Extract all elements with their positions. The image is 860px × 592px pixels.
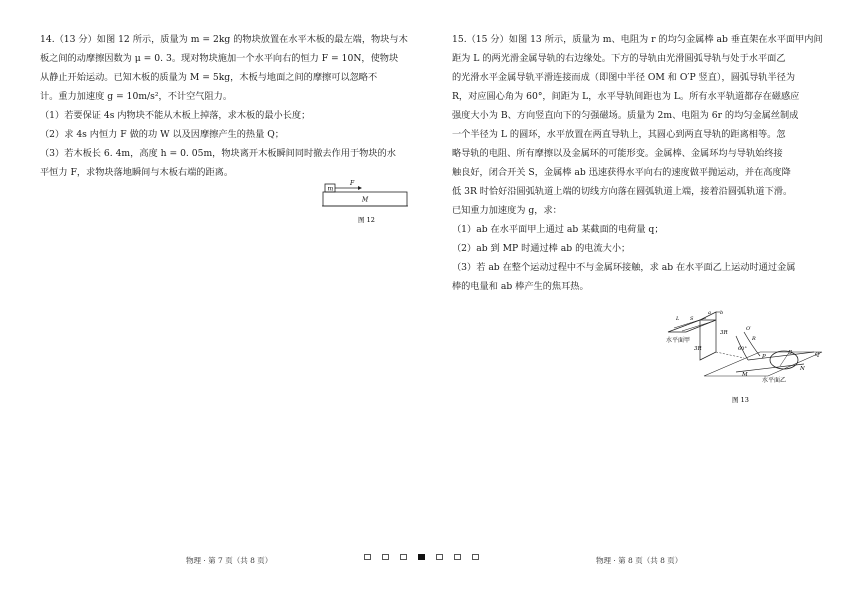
q15-line: 距为 L 的两光滑金属导轨的右边缘处。下方的导轨由光滑圆弧导轨与处于水平面乙: [452, 53, 786, 64]
lower-rail-2: [736, 364, 804, 372]
q14-subquestion-2: （2）求 4s 内恒力 F 做的功 W 以及因摩擦产生的热量 Q；: [40, 129, 284, 140]
page-dot: [454, 554, 461, 560]
page-dot: [400, 554, 407, 560]
label-3R-top: 3R: [720, 330, 728, 336]
page-dot: [382, 554, 389, 560]
label-R: R: [752, 336, 756, 342]
label-Q: Q: [815, 352, 820, 358]
q15-line: 已知重力加速度为 g，求：: [452, 205, 562, 216]
label-plane-a: 水平面甲: [666, 337, 691, 344]
q14-line: 计。重力加速度 g = 10m/s²，不计空气阻力。: [40, 91, 233, 102]
label-O-prime: O′: [746, 326, 752, 332]
footer-page-8: 物理 · 第 8 页（共 8 页）: [596, 556, 683, 565]
q15-line: R，对应圆心角为 60°，间距为 L，水平导轨间距也为 L。所有水平轨道都存在磁感应: [452, 91, 800, 102]
label-S: S: [690, 316, 694, 322]
label-m: m: [327, 185, 334, 193]
label-M: M: [742, 372, 748, 378]
q15-subquestion-3: （3）若 ab 在整个运动过程中不与金属环接触，求 ab 在水平面乙上运动时通过金属: [452, 262, 796, 273]
figure-13-rails-and-ring: [664, 306, 824, 406]
q15-line: 的光滑水平金属导轨平滑连接而成（即图中半径 OM 和 O′P 竖直），圆弧导轨半径为: [452, 72, 796, 83]
q14-line: 14.（13 分）如图 12 所示，质量为 m = 2kg 的物块放置在水平木板的最左端，物块与木: [40, 34, 408, 45]
label-N: N: [800, 366, 805, 372]
question-15: [452, 30, 824, 296]
label-plane-b: 水平面乙: [762, 377, 787, 384]
figure-12-caption: 图 12: [358, 216, 375, 224]
label-a: a: [708, 310, 711, 316]
label-F: F: [350, 180, 355, 187]
page-dot: [472, 554, 479, 560]
q14-subquestion-3: （3）若木板长 6. 4m，高度 h = 0. 05m，物块离开木板瞬间同时撤去作用于物块的水: [40, 148, 396, 159]
q14-subquestion-1: （1）若要保证 4s 内物块不能从木板上掉落，求木板的最小长度；: [40, 110, 311, 121]
q15-line: 棒的电量和 ab 棒产生的焦耳热。: [452, 281, 589, 292]
q15-line: 触良好，闭合开关 S，金属棒 ab 迅速获得水平向右的速度做平抛运动，并在高度降: [452, 167, 791, 178]
upper-rail-b: [682, 321, 714, 331]
q15-line: 强度大小为 B、方向竖直向下的匀强磁场。质量为 2m、电阻为 6r 的均匀金属丝制成: [452, 110, 799, 121]
page-dot: [364, 554, 371, 560]
force-arrow-head: [358, 186, 362, 190]
label-P: P: [762, 354, 766, 360]
q15-subquestion-2: （2）ab 到 MP 时通过棒 ab 的电流大小；: [452, 243, 631, 254]
q15-line: 低 3R 时恰好沿圆弧轨道上端的切线方向落在圆弧轨道上端，接着沿圆弧轨道下滑。: [452, 186, 793, 197]
label-L: L: [676, 316, 680, 322]
footer-page-7: 物理 · 第 7 页（共 8 页）: [186, 556, 273, 565]
q15-line: 一个半径为 L 的圆环，水平放置在两直导轨上，其圆心到两直导轨的距离相等。忽: [452, 129, 786, 140]
label-3R-side: 3R: [694, 346, 702, 352]
label-B: B: [788, 350, 793, 356]
page-dot: [418, 554, 425, 560]
page-dot: [436, 554, 443, 560]
label-60-degrees: 60°: [738, 346, 747, 352]
q14-line: 平恒力 F，求物块落地瞬间与木板右端的距离。: [40, 167, 234, 178]
label-M: M: [362, 196, 369, 204]
q14-line: 板之间的动摩擦因数为 μ = 0. 3。现对物块施加一个水平向右的恒力 F = 10N，使物块: [40, 53, 399, 64]
q15-line: 略导轨的电阻、所有摩擦以及金属环的可能形变。金属棒、金属环均与导轨始终接: [452, 148, 783, 159]
page-indicator: [364, 554, 479, 560]
label-b: b: [720, 310, 724, 316]
q14-line: 从静止开始运动。已知木板的质量为 M = 5kg，木板与地面之间的摩擦可以忽略不: [40, 72, 378, 83]
figure-13-caption: 图 13: [732, 396, 749, 404]
figure-12-block-on-board: [322, 178, 408, 226]
q15-subquestion-1: （1）ab 在水平面甲上通过 ab 某截面的电荷量 q；: [452, 224, 664, 235]
q15-line: 15.（15 分）如图 13 所示，质量为 m、电阻为 r 的均匀金属棒 ab 垂直架在水平面甲内间: [452, 34, 823, 45]
question-14: [40, 30, 412, 182]
